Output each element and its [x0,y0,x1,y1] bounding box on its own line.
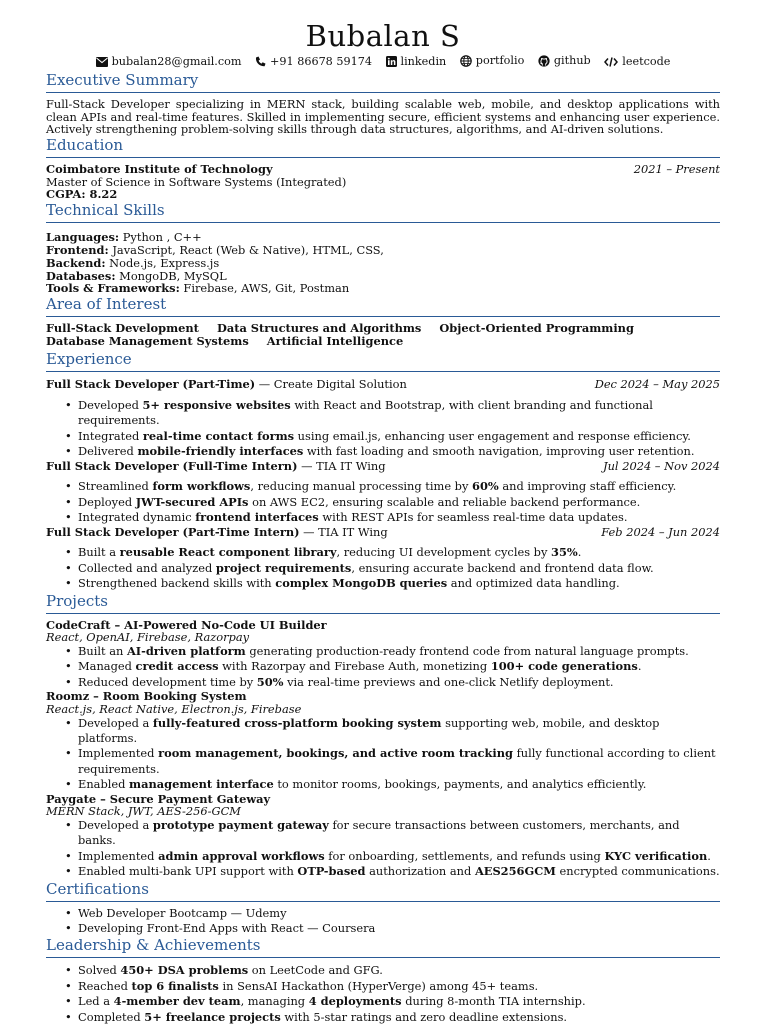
linkedin-icon [386,56,397,67]
bullet-emphasis: prototype payment gateway [152,818,329,833]
bullet-emphasis: room management, bookings, and active room tracking [158,746,513,761]
interests-list [46,322,720,348]
projects-list [46,619,720,880]
interests-section [46,295,720,348]
github-label: github [553,54,591,67]
bullet-item: • Streamlined form workflows, reducing manual processing time by 60% and improving staff efficiency. [46,479,720,494]
candidate-name: Bubalan S [305,19,461,53]
interest-item: Data Structures and Algorithms [216,321,422,336]
portfolio-link[interactable] [460,54,525,68]
project-bullets [46,818,720,880]
job-title [46,378,407,391]
portfolio-label: portfolio [475,54,525,67]
institution-name: Coimbatore Institute of Technology [46,161,273,176]
leadership-section [46,936,720,1025]
skill-value: Node.js, Express.js [105,255,220,270]
bullet-emphasis: credit access [135,659,219,674]
bullet-item: • Integrated real-time contact forms using email.js, enhancing user engagement and response efficiency. [46,429,720,444]
skill-value: Python , C++ [119,230,202,245]
bullet-emphasis: reusable React component library [119,545,337,560]
skill-value: Firebase, AWS, Git, Postman [179,281,350,296]
skill-label: Databases: [46,268,116,283]
email-link[interactable] [96,55,242,69]
job-company: — Create Digital Solution [255,377,407,392]
bullet-item: • Reached top 6 finalists in SensAI Hackathon (HyperVerge) among 45+ teams. [46,979,720,994]
skill-value: MongoDB, MySQL [115,268,227,283]
bullet-emphasis: fully-featured cross-platform booking system [152,715,442,730]
projects-heading: Projects [46,592,720,614]
bullet-emphasis: admin approval workflows [158,848,325,863]
bullet-item: • Implemented admin approval workflows for onboarding, settlements, and refunds using KYC verification. [46,849,720,864]
project-stack: MERN Stack, JWT, AES-256-GCM [46,804,241,819]
bullet-item: • Developed 5+ responsive websites with React and Bootstrap, with client branding and functional requirements. [46,398,720,429]
bullet-item: • Solved 450+ DSA problems on LeetCode and GFG. [46,963,720,978]
project-stack: React, OpenAI, Firebase, Razorpay [46,630,250,645]
job-bullets [46,545,720,591]
skill-label: Frontend: [46,242,109,257]
interest-item: Artificial Intelligence [266,334,404,349]
bullet-emphasis: mobile-friendly interfaces [137,444,304,459]
bullet-item: • Enabled management interface to monitor rooms, bookings, payments, and analytics efficiently. [46,777,720,792]
job-company: — TIA IT Wing [299,524,388,539]
resume-page [46,0,720,1025]
job-dates: Dec 2024 – May 2025 [594,377,720,392]
cgpa: CGPA: 8.22 [46,187,118,202]
job-role: Full Stack Developer (Full-Time Intern) [46,458,298,473]
bullet-item: • Completed 5+ freelance projects with 5-star ratings and zero deadline extensions. [46,1010,720,1025]
experience-entry [46,460,720,526]
experience-entry [46,378,720,459]
phone-label: +91 86678 59174 [270,54,372,68]
bullet-emphasis: management interface [129,777,274,792]
skills-list [46,231,720,295]
bullet-emphasis: 35% [551,545,578,560]
bullet-emphasis: 5+ responsive websites [142,397,291,412]
interest-item: Database Management Systems [46,334,249,349]
job-role: Full Stack Developer (Part-Time) [46,377,256,392]
bullet-item: • Collected and analyzed project requirements, ensuring accurate backend and frontend data flow. [46,561,720,576]
bullet-item: • Built an AI-driven platform generating production-ready frontend code from natural language prompts. [46,644,720,659]
skills-section [46,201,720,295]
summary-section [46,71,720,136]
bullet-item: • Strengthened backend skills with complex MongoDB queries and optimized data handling. [46,576,720,591]
bullet-item: • Implemented room management, bookings, and active room tracking fully functional according to client requirements. [46,746,720,777]
degree-name: Master of Science in Software Systems (Integrated) [46,174,347,189]
bullet-item: • Built a reusable React component library, reducing UI development cycles by 35%. [46,545,720,560]
certifications-section [46,880,720,937]
job-role: Full Stack Developer (Part-Time Intern) [46,524,300,539]
certification-item: • Web Developer Bootcamp — Udemy [46,906,720,921]
bullet-emphasis: frontend interfaces [195,510,319,525]
experience-heading: Experience [46,350,720,372]
projects-section [46,592,720,880]
bullet-emphasis: project requirements [215,560,352,575]
project-bullets [46,716,720,793]
phone-icon [255,56,266,67]
interest-item: Full-Stack Development [46,321,199,336]
bullet-emphasis: 50% [256,674,284,689]
skill-label: Backend: [46,255,106,270]
skills-heading: Technical Skills [46,201,720,223]
skill-label: Languages: [46,230,120,245]
bullet-emphasis: JWT-secured APIs [135,494,249,509]
bullet-item: • Delivered mobile-friendly interfaces with fast loading and smooth navigation, improving user retention. [46,444,720,459]
bullet-item: • Enabled multi-bank UPI support with OTP-based authorization and AES256GCM encrypted communications. [46,864,720,879]
job-company: — TIA IT Wing [297,458,386,473]
bullet-item: • Led a 4-member dev team, managing 4 deployments during 8-month TIA internship. [46,994,720,1009]
job-dates: Feb 2024 – Jun 2024 [601,524,720,539]
email-label: bubalan28@gmail.com [111,55,242,68]
project-name: Paygate – Secure Payment Gateway [46,791,271,806]
contact-bar [46,54,720,71]
bullet-item: • Reduced development time by 50% via real-time previews and one-click Netlify deployment. [46,675,720,690]
project-name: Roomz – Room Booking System [46,689,247,704]
code-icon [604,57,618,67]
bullet-emphasis: 450+ DSA problems [120,963,249,978]
leadership-list [46,963,720,1025]
job-bullets [46,398,720,460]
bullet-emphasis: KYC verification [604,848,708,863]
skill-label: Tools & Frameworks: [46,281,180,296]
job-dates: Jul 2024 – Nov 2024 [603,458,720,473]
phone-link[interactable] [255,55,372,69]
project-name: CodeCraft – AI-Powered No-Code UI Builder [46,617,327,632]
education-section [46,136,720,201]
leadership-heading: Leadership & Achievements [46,936,720,958]
project-bullets [46,644,720,690]
globe-icon [460,55,472,67]
bullet-emphasis: 5+ freelance projects [144,1009,281,1024]
interests-heading: Area of Interest [46,295,720,317]
leetcode-label: leetcode [622,55,671,68]
bullet-item: • Deployed JWT-secured APIs on AWS EC2, ensuring scalable and reliable backend performance. [46,495,720,510]
job-bullets [46,479,720,525]
bullet-emphasis: 4 deployments [308,994,402,1009]
certification-item: • Developing Front-End Apps with React — Coursera [46,921,720,936]
skill-value: JavaScript, React (Web & Native), HTML, CSS, [108,242,384,257]
summary-text: Full-Stack Developer specializing in MERN stack, building scalable web, mobile, and desktop applications with clean APIs and real-time features. Skilled in implementing secure, efficient systems and enhancing user experience. Actively strengthening problem-solving skills through data structures, algorithms, and AI-driven solutions. [46,97,720,137]
experience-list [46,378,720,591]
bullet-emphasis: OTP-based [297,864,366,879]
linkedin-link[interactable] [386,55,447,69]
job-title [46,460,386,473]
github-link[interactable] [538,54,591,68]
experience-section [46,350,720,591]
summary-heading: Executive Summary [46,71,720,93]
bullet-emphasis: AI-driven platform [126,644,246,658]
certifications-heading: Certifications [46,880,720,902]
certifications-list [46,906,720,937]
bullet-emphasis: complex MongoDB queries [275,576,448,591]
project-entry [46,619,720,691]
bullet-item: • Managed credit access with Razorpay and Firebase Auth, monetizing 100+ code generations. [46,659,720,674]
bullet-item: • Developed a fully-featured cross-platform booking system supporting web, mobile, and desktop platforms. [46,716,720,747]
education-heading: Education [46,136,720,158]
leetcode-link[interactable] [604,55,670,69]
interest-item: Object-Oriented Programming [439,321,634,336]
bullet-item: • Integrated dynamic frontend interfaces with REST APIs for seamless real-time data updates. [46,510,720,525]
bullet-emphasis: 60% [472,479,499,494]
skill-row [46,282,720,295]
job-title [46,526,388,539]
experience-entry [46,526,720,592]
linkedin-label: linkedin [400,54,447,68]
bullet-item: • Developed a prototype payment gateway for secure transactions between customers, merchants, and banks. [46,818,720,849]
project-entry [46,690,720,792]
bullet-emphasis: real-time contact forms [142,428,295,443]
bullet-emphasis: 100+ code generations [490,659,638,674]
project-stack: React.js, React Native, Electron.js, Firebase [46,702,302,717]
bullet-emphasis: 4-member dev team [113,994,241,1009]
bullet-emphasis: AES256GCM [474,864,556,879]
bullet-emphasis: form workflows [152,479,251,494]
bullet-emphasis: top 6 finalists [131,978,219,993]
project-entry [46,793,720,880]
education-dates: 2021 – Present [633,161,720,176]
envelope-icon [96,57,108,67]
github-icon [538,55,550,67]
